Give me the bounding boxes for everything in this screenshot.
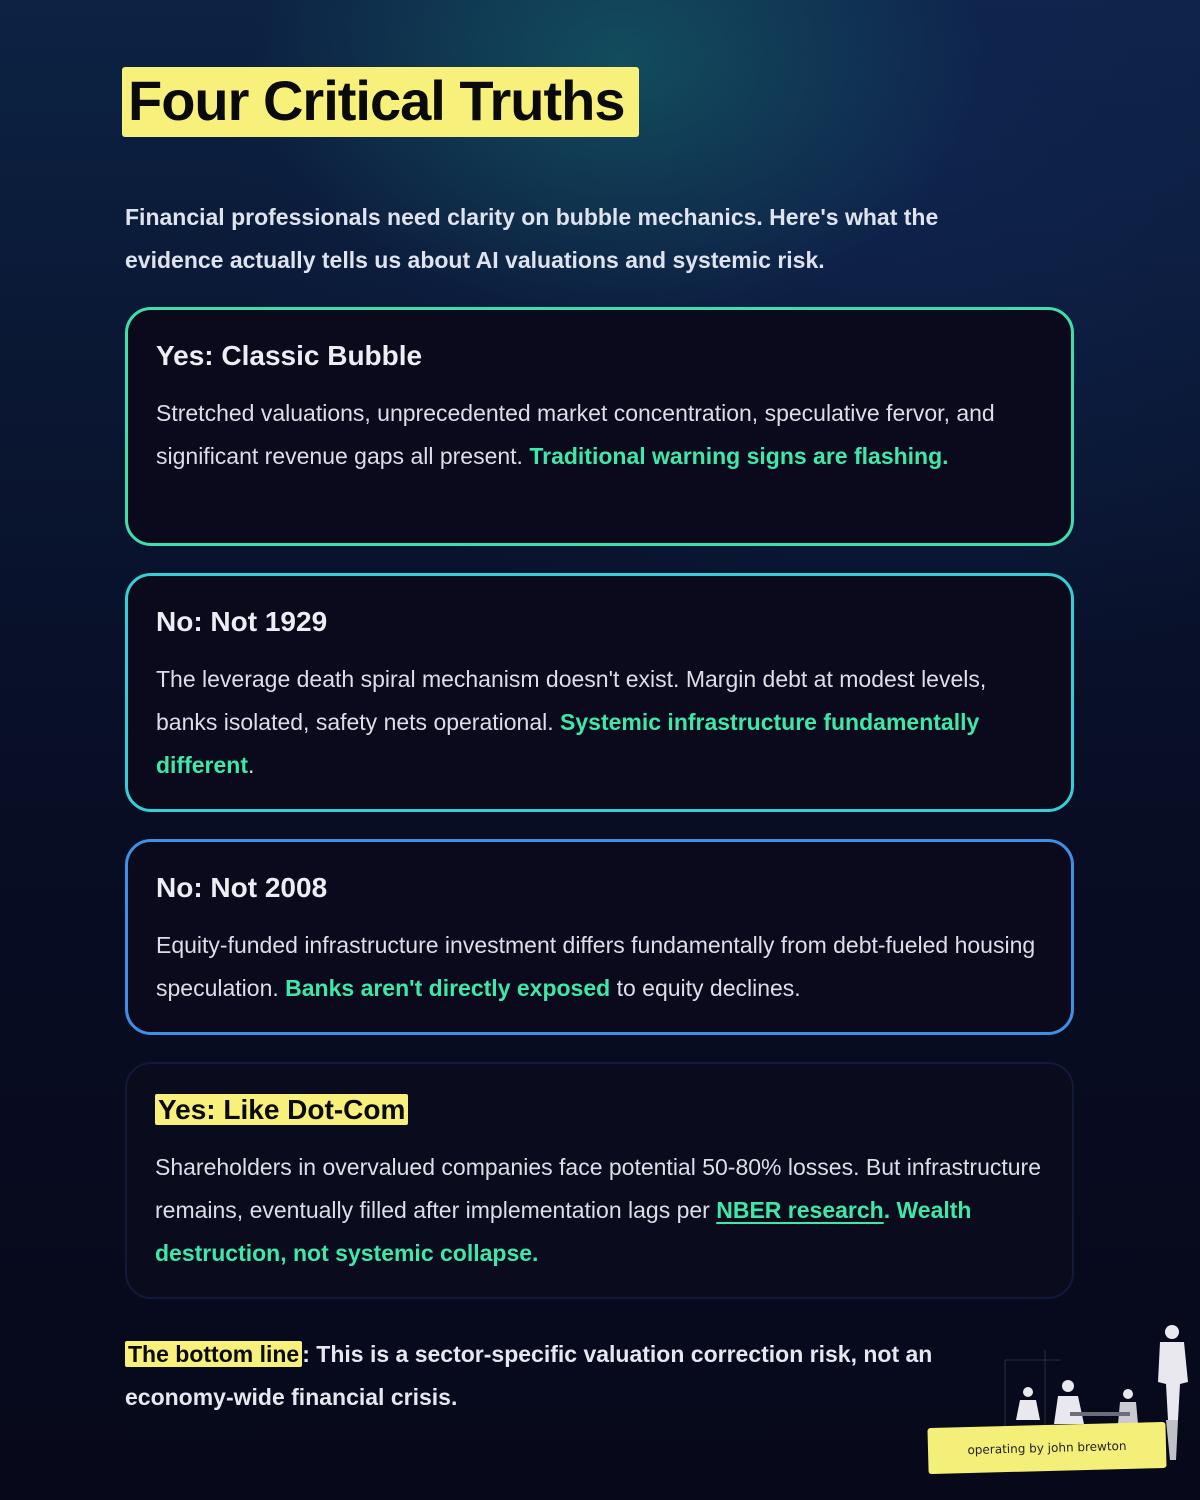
card-accent: . Wealth destruction, not systemic collapse.	[155, 1197, 972, 1266]
card-tail: .	[248, 752, 255, 778]
card-tail: to equity declines.	[610, 975, 801, 1001]
author-badge: operating by john brewton	[927, 1422, 1166, 1474]
card-heading: No: Not 1929	[156, 606, 328, 637]
bottom-line-separator: :	[302, 1341, 317, 1367]
intro-paragraph: Financial professionals need clarity on bubble mechanics. Here's what the evidence actually tells us about AI valuations and systemic risk.	[125, 204, 939, 273]
card-body	[156, 392, 1043, 478]
card-heading	[155, 1092, 1044, 1128]
card-accent: Systemic infrastructure fundamentally different	[156, 709, 980, 778]
card-body	[156, 924, 1043, 1010]
card-text: The leverage death spiral mechanism doesn't exist. Margin debt at modest levels, banks isolated, safety nets operational.	[156, 666, 987, 735]
card-not-1929	[125, 573, 1074, 812]
bottom-line-label: The bottom line	[125, 1341, 302, 1367]
card-text: Stretched valuations, unprecedented market concentration, speculative fervor, and significant revenue gaps all present.	[156, 400, 995, 469]
bottom-line	[125, 1333, 1005, 1419]
card-body	[155, 1146, 1044, 1275]
card-text: Equity-funded infrastructure investment differs fundamentally from debt-fueled housing speculation.	[156, 932, 1036, 1001]
card-like-dot-com	[125, 1062, 1074, 1299]
card-accent: Banks aren't directly exposed	[285, 975, 611, 1001]
card-classic-bubble	[125, 307, 1074, 546]
card-heading-highlight: Yes: Like Dot-Com	[155, 1094, 408, 1125]
page-title: Four Critical Truths	[122, 67, 639, 137]
card-accent: Traditional warning signs are flashing.	[529, 443, 949, 469]
card-body	[156, 658, 1043, 787]
bottom-line-text: This is a sector-specific valuation correction risk, not an economy-wide financial crisis.	[125, 1341, 933, 1410]
nber-research-link[interactable]: NBER research	[716, 1197, 884, 1223]
card-heading: Yes: Classic Bubble	[156, 340, 423, 371]
card-text: Shareholders in overvalued companies face potential 50-80% losses. But infrastructure remains, eventually filled after implementation lags per	[155, 1154, 1041, 1223]
card-heading: No: Not 2008	[156, 872, 328, 903]
card-not-2008	[125, 839, 1074, 1035]
